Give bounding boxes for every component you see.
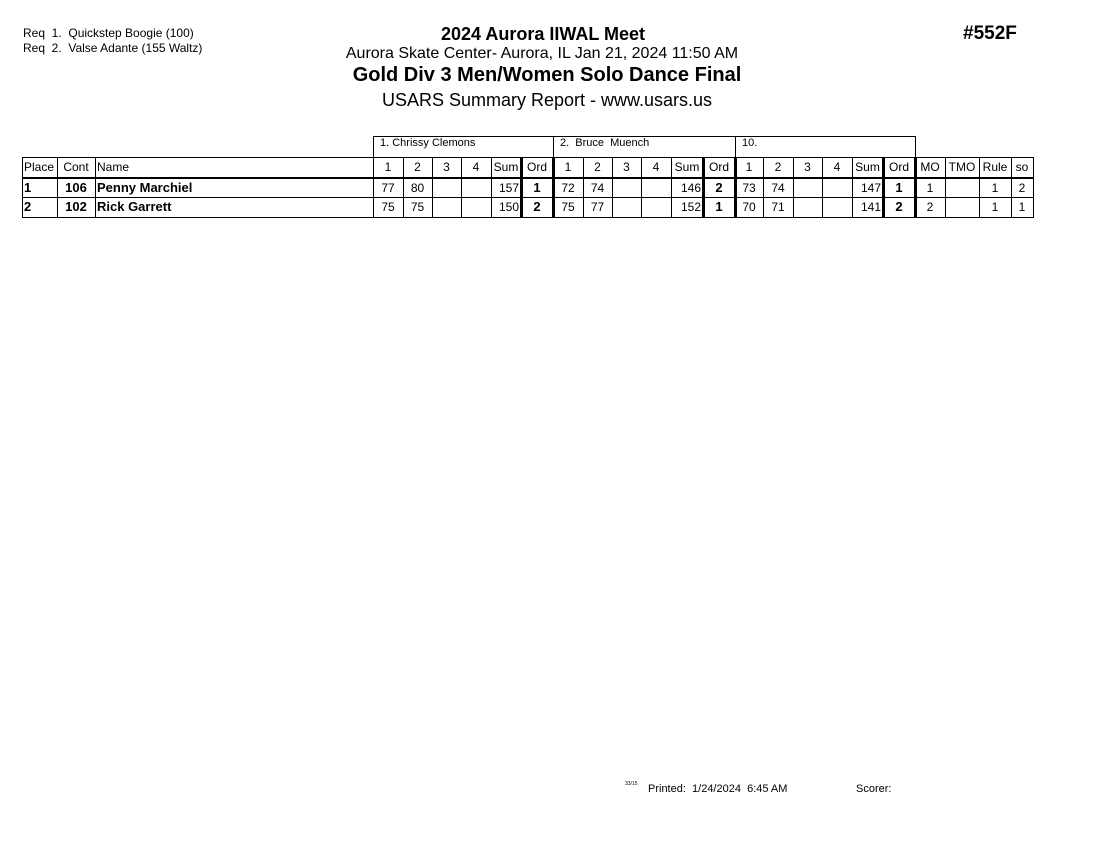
header-judge-1-col-2: 2 [414,160,421,174]
row-1-rule: 1 [991,181,999,195]
header-judge-3-col-3: 3 [804,160,811,174]
row-1-name: Penny Marchiel [97,180,193,195]
row-2-so: 1 [1018,200,1026,214]
header-judge-1-col-1: 1 [384,160,392,174]
table-col-line [671,157,672,218]
header-rule: Rule [982,160,1008,174]
judge-box-divider [915,136,916,157]
row-1-judge-1-score-3 [434,181,459,196]
header-mo: MO [920,160,940,174]
table-col-line [793,157,794,218]
event-number: #552F [963,23,1017,44]
row-2-judge-2-score-1: 75 [561,200,575,214]
row-2-judge-1-score-1: 75 [381,200,395,214]
row-1-judge-2-sum: 146 [680,181,701,195]
judge-box-divider [735,136,736,157]
row-2-judge-3-score-3 [795,200,820,216]
header-judge-1-col-3: 3 [443,160,450,174]
row-2-mo: 2 [926,200,934,214]
judge-box-divider [553,136,554,157]
row-2-judge-1-ord: 2 [533,199,541,214]
header-judge-3-col-2: 2 [774,160,782,174]
row-1-judge-2-ord: 2 [715,180,723,195]
header-tmo: TMO [948,160,976,174]
row-1-judge-1-score-4 [463,181,489,196]
header-judge-3-col-4: 4 [833,160,841,174]
event-title: Gold Div 3 Men/Women Solo Dance Final [352,64,742,86]
scorer-label: Scorer: [856,783,892,795]
header-so: so [1015,160,1029,174]
row-1-place: 1 [24,180,32,195]
row-1-judge-1-ord: 1 [533,180,541,195]
header-judge-2-col-2: 2 [594,160,601,174]
row-1-judge-3-ord: 1 [895,180,903,195]
location-date: Aurora Skate Center- Aurora, IL Jan 21, 2024 11:50 AM [345,45,739,62]
header-place: Place [24,160,55,174]
row-1-judge-1-sum: 157 [498,181,519,195]
row-2-judge-3-score-2: 71 [771,200,785,214]
table-col-line [1011,157,1012,218]
row-2-tmo [947,200,977,216]
row-2-judge-3-sum: 141 [860,200,881,214]
row-1-judge-3-sum: 147 [860,181,881,195]
row-1-judge-2-score-1: 72 [561,181,575,195]
row-2-judge-2-sum: 152 [680,200,701,214]
judge-name-2: 2. Bruce Muench [560,137,650,149]
header-judge-1-col-4: 4 [472,160,480,174]
table-col-line [641,157,642,218]
header-judge-3-col-5: Sum [855,160,880,174]
header-judge-2-col-6: Ord [708,160,729,174]
row-2-judge-3-score-4 [824,200,850,216]
row-1-judge-1-score-2: 80 [410,181,425,195]
report-title: USARS Summary Report - www.usars.us [381,90,713,110]
meet-title: 2024 Aurora IIWAL Meet [440,24,646,44]
table-col-line [373,157,374,218]
table-col-line [945,157,946,218]
row-1-judge-3-score-1: 73 [742,181,756,195]
table-col-line [57,157,58,218]
table-col-line [403,157,404,218]
row-1-tmo [947,181,977,196]
table-col-line [822,157,823,218]
header-judge-3-col-1: 1 [745,160,753,174]
row-2-name: Rick Garrett [97,199,172,214]
row-2-judge-1-sum: 150 [498,200,519,214]
printed-timestamp: Printed: 1/24/2024 6:45 AM [648,783,788,795]
table-col-line [95,157,96,218]
row-1-mo: 1 [926,181,934,195]
table-col-line [852,157,853,218]
row-1-judge-3-score-3 [795,181,820,196]
table-col-line [461,157,462,218]
judge-name-1: 1. Chrissy Clemons [380,137,476,149]
row-2-judge-1-score-2: 75 [410,200,425,214]
row-1-judge-2-score-4 [643,181,669,196]
table-col-line [583,157,584,218]
row-2-judge-1-score-4 [463,200,489,216]
header-judge-3-col-6: Ord [888,160,909,174]
requirement-1: Req 1. Quickstep Boogie (100) [23,26,194,40]
row-2-judge-2-ord: 1 [715,199,723,214]
table-col-line [612,157,613,218]
print-code: 33/15 [625,781,638,787]
table-col-line [1033,157,1034,218]
header-cont: Cont [63,160,89,174]
header-judge-2-col-5: Sum [674,160,700,174]
header-judge-2-col-3: 3 [623,160,630,174]
row-1-judge-3-score-2: 74 [771,181,785,195]
row-1-judge-3-score-4 [824,181,850,196]
header-judge-1-col-5: Sum [493,160,519,174]
table-col-line [22,157,23,218]
row-2-judge-2-score-3 [614,200,639,216]
row-2-judge-3-ord: 2 [895,199,903,214]
row-2-cont: 102 [65,199,87,214]
row-2-judge-2-score-2: 77 [590,200,605,214]
row-2-judge-2-score-4 [643,200,669,216]
header-judge-2-col-1: 1 [564,160,572,174]
header-name: Name [97,160,130,174]
row-1-judge-1-score-1: 77 [381,181,395,195]
row-1-judge-2-score-3 [614,181,639,196]
row-1-judge-2-score-2: 74 [590,181,605,195]
table-col-line [432,157,433,218]
requirement-2: Req 2. Valse Adante (155 Waltz) [23,41,203,55]
row-2-judge-3-score-1: 70 [742,200,756,214]
table-col-line [763,157,764,218]
table-col-line [491,157,492,218]
row-2-place: 2 [24,199,32,214]
row-1-so: 2 [1018,181,1026,195]
row-2-judge-1-score-3 [434,200,459,216]
table-col-line [979,157,980,218]
judge-box-divider [373,136,374,157]
header-judge-1-col-6: Ord [526,160,547,174]
row-2-rule: 1 [991,200,999,214]
header-judge-2-col-4: 4 [652,160,660,174]
judge-name-3: 10. [742,137,758,149]
row-1-cont: 106 [65,180,87,195]
